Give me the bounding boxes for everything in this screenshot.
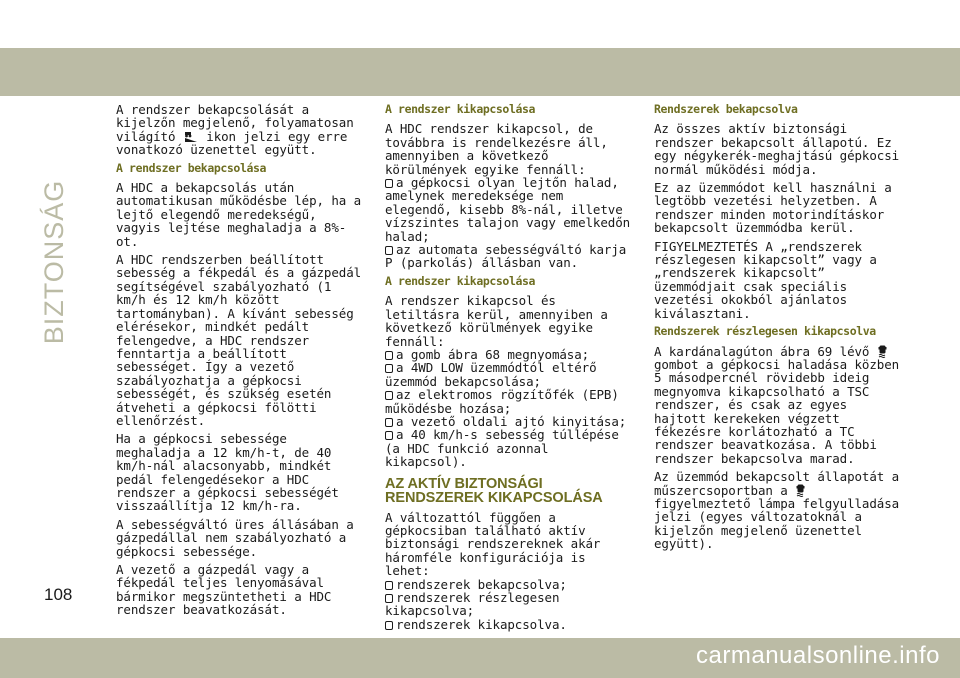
paragraph: Ez az üzemmódot kell használni a legtöbb vezetési helyzetben. A rendszer minden motorindításkor bekapcsolt üzemmódba kerül. bbox=[654, 180, 892, 236]
subheading: A rendszer bekapcsolása bbox=[116, 160, 267, 175]
text: Az üzemmód bekapcsolt állapotát a műszercsoportban a bbox=[654, 469, 900, 498]
list-item: a 40 km/h-s sebesség túllépése (a HDC funkció azonnal kikapcsol). bbox=[385, 427, 619, 470]
bullet-icon bbox=[385, 594, 393, 603]
column-3 bbox=[654, 103, 902, 556]
watermark-band bbox=[0, 638, 960, 678]
watermark-text: carmanualsonline.info bbox=[696, 642, 940, 669]
text: A rendszer kikapcsol és letiltásra kerül, amennyiben a következő körülmények egyike fennáll: bbox=[385, 293, 608, 349]
list-item: az elektromos rögzítőfék (EPB) működésbe hozása; bbox=[385, 387, 619, 416]
bullet-icon bbox=[385, 581, 393, 590]
section-heading: AZ AKTÍV BIZTONSÁGI RENDSZEREK KIKAPCSOLÁSA bbox=[385, 475, 603, 506]
paragraph: FIGYELMEZTETÉS A „rendszerek részlegesen kikapcsolt” vagy a „rendszerek kikapcsolt” üzemmódjait csak speciális vezetési okokból ajánlatos kiválasztani. bbox=[654, 238, 877, 321]
list-item: a 4WD LOW üzemmódtól eltérő üzemmód bekapcsolása; bbox=[385, 360, 597, 389]
paragraph: Ha a gépkocsi sebessége meghaladja a 12 km/h-t, de 40 km/h-nál alacsonyabb, mindkét pedál felengedésekor a HDC rendszer a gépkocsi sebességét visszaállítja 12 km/h-ra. bbox=[116, 431, 339, 514]
text: figyelmeztető lámpa felgyulladása jelzi (egyes változatoknál a kijelzőn megjelenő üzenettel együtt). bbox=[654, 495, 900, 552]
subheading: Rendszerek részlegesen kikapcsolva bbox=[654, 324, 876, 339]
column-2 bbox=[385, 103, 633, 636]
subheading: A rendszer kikapcsolása bbox=[385, 102, 536, 116]
top-color-band bbox=[0, 48, 960, 96]
text: A rendszer bekapcsolását a kijelzőn megjelenő, folyamatosan világító bbox=[116, 102, 354, 144]
paragraph bbox=[116, 103, 364, 157]
text: A HDC rendszer kikapcsol, de továbbra is rendelkezésre áll, amennyiben a következő körülmények egyike fennáll: bbox=[385, 121, 608, 177]
bullet-icon bbox=[385, 431, 393, 440]
list-item: rendszerek bekapcsolva; bbox=[385, 578, 633, 591]
paragraph bbox=[654, 470, 902, 550]
paragraph bbox=[385, 122, 633, 269]
list-item: a vezető oldali ajtó kinyitása; bbox=[385, 415, 633, 428]
text: gombot a gépkocsi haladása közben 5 másodpercnél rövidebb ideig megnyomva kikapcsolható a TSC rendszer, és csak az egyes hajtott kerekeken végzett fékezésre korlátozható a TC rendszer beavatkozása. A többi rendszer bekapcsolva marad. bbox=[654, 356, 900, 466]
bullet-icon bbox=[385, 246, 393, 255]
list-item: rendszerek részlegesen kikapcsolva; bbox=[385, 590, 560, 619]
subheading: Rendszerek bekapcsolva bbox=[654, 102, 798, 116]
column-1 bbox=[116, 103, 364, 622]
subheading: A rendszer kikapcsolása bbox=[385, 273, 536, 288]
bullet-icon bbox=[385, 351, 393, 360]
paragraph bbox=[385, 294, 633, 468]
paragraph: A HDC rendszerben beállított sebesség a fékpedál és a gázpedál segítségével szabályozható (1 km/h és 12 km/h között tartományban). A kívánt sebesség elérésekor, mindkét pedált felengedve, a HDC rendszer fenntartja a beállított sebességet. Így a vezető szabályozhatja a gépkocsi sebességét, és szükség esetén átveheti a gépkocsi fölötti ellenőrzést. bbox=[116, 252, 362, 428]
esc-off-car-icon bbox=[878, 345, 887, 358]
list-item: az automata sebességváltó karja P (parkolás) állásban van. bbox=[385, 242, 627, 271]
text: A kardánalagúton ábra 69 lévő bbox=[654, 343, 877, 359]
text: A változattól függően a gépkocsiban található aktív biztonsági rendszereknek akár háromféle konfigurációja is lehet: bbox=[385, 509, 601, 579]
list-item: a gépkocsi olyan lejtőn halad, amelynek meredeksége nem elegendő, kisebb 8%-nál, illetve vízszintes talajon vagy emelkedőn halad; bbox=[385, 175, 631, 244]
paragraph bbox=[654, 345, 902, 466]
section-title-text: BIZTONSÁG bbox=[39, 179, 69, 345]
list-item: rendszerek kikapcsolva. bbox=[385, 618, 633, 631]
hill-descent-icon bbox=[184, 131, 198, 143]
text: ikon jelzi egy erre vonatkozó üzenettel együtt. bbox=[116, 128, 348, 158]
bullet-icon bbox=[385, 364, 393, 373]
bullet-icon bbox=[385, 391, 393, 400]
paragraph: A sebességváltó üres állásában a gázpedállal nem szabályozható a gépkocsi sebessége. bbox=[116, 516, 354, 559]
paragraph: A HDC a bekapcsolás után automatikusan működésbe lép, ha a lejtő elegendő meredekségű, vagyis lejtése meghaladja a 8%-ot. bbox=[116, 180, 362, 249]
esc-warning-icon bbox=[796, 484, 805, 497]
paragraph: A vezető a gázpedál vagy a fékpedál teljes lenyomásával bármikor megszüntetheti a HDC rendszer beavatkozását. bbox=[116, 562, 332, 618]
paragraph bbox=[385, 511, 633, 632]
bullet-icon bbox=[385, 418, 393, 427]
paragraph: Az összes aktív biztonsági rendszer bekapcsolt állapotú. Ez egy négykerék-meghajtású gépkocsi normál működési módja. bbox=[654, 121, 900, 177]
list-item: a gomb ábra 68 megnyomása; bbox=[385, 348, 633, 361]
page-number: 108 bbox=[44, 585, 73, 604]
bullet-icon bbox=[385, 621, 393, 630]
bullet-icon bbox=[385, 179, 393, 188]
